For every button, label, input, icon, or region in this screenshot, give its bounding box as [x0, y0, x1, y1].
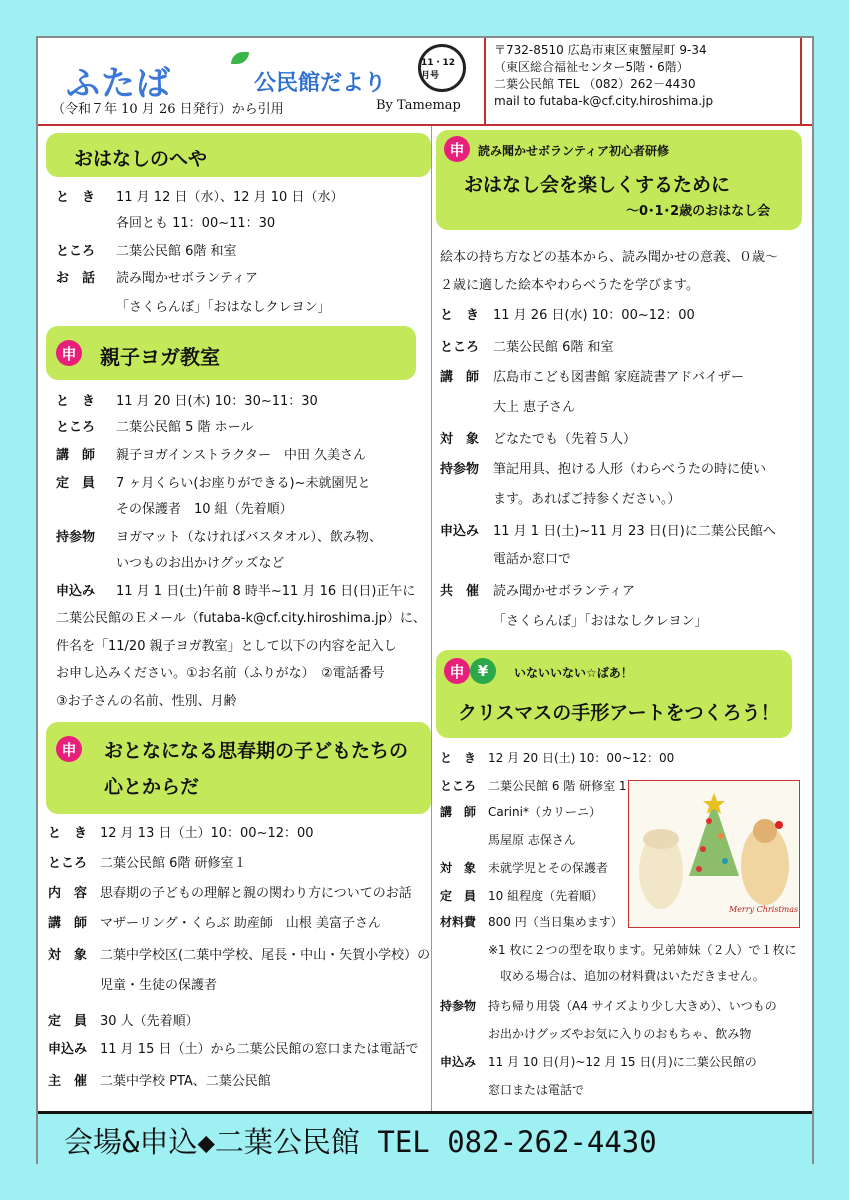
- value-place: 二葉公民館 6階 和室: [116, 244, 237, 259]
- label-instructor: 講 師: [440, 805, 477, 819]
- label-toki: と き: [440, 308, 480, 323]
- value-place: 二葉公民館 6 階 研修室 1: [488, 779, 627, 793]
- section-kicker: 読み聞かせボランティア初心者研修: [478, 144, 670, 158]
- apply-note-3: お申し込みください。①お名前（ふりがな） ②電話番号: [56, 666, 385, 681]
- section-title: 親子ヨガ教室: [100, 345, 220, 369]
- newsletter-logo: [66, 56, 386, 102]
- label-apply: 申込み: [48, 1042, 88, 1057]
- value-place: 二葉公民館 5 階 ホール: [116, 420, 254, 435]
- label-place: ところ: [48, 856, 88, 871]
- label-apply: 申込み: [440, 524, 480, 539]
- value-bring-2: お出かけグッズやお気に入りのおもちゃ、飲み物: [488, 1027, 752, 1041]
- value-bring: ヨガマット（なければバスタオル）、飲み物、: [116, 530, 382, 545]
- label-instructor: 講 師: [48, 916, 88, 931]
- value-apply: 11 月 1 日(土)~11 月 23 日(日)に二葉公民館へ: [493, 524, 776, 539]
- value-material-fee: 800 円（当日集めます）: [488, 915, 623, 929]
- label-instructor: 講 師: [440, 370, 480, 385]
- building-info: （東区総合福祉センター5階・6階）: [494, 60, 689, 74]
- value-time: 各回とも 11：00~11：30: [116, 216, 276, 231]
- value-apply-2: 電話か窓口で: [493, 552, 572, 567]
- value-capacity-2: その保護者 10 組（先着順）: [116, 502, 293, 517]
- label-capacity: 定 員: [48, 1014, 88, 1029]
- label-material-fee: 材料費: [440, 915, 477, 929]
- issue-date: （令和７年 10 月 26 日発行）から引用: [52, 102, 284, 117]
- label-apply: 申込み: [56, 584, 96, 599]
- logo-futaba: ふたば: [66, 64, 171, 104]
- label-target: 対 象: [440, 432, 480, 447]
- value-apply: 11 月 10 日(月)~12 月 15 日(月)に二葉公民館の: [488, 1055, 757, 1069]
- fee-note-1: ※1 枚に２つの型を取ります。兄弟姉妹（２人）で１枚に: [488, 943, 797, 957]
- label-toki: と き: [56, 394, 96, 409]
- label-capacity: 定 員: [440, 889, 477, 903]
- value-host: 二葉中学校 PTA、二葉公民館: [100, 1074, 271, 1089]
- value-cohost: 読み聞かせボランティア: [493, 584, 635, 599]
- label-capacity: 定 員: [56, 476, 96, 491]
- value-bring-2: ます。あればご持参ください。）: [493, 492, 681, 507]
- label-place: ところ: [440, 340, 480, 355]
- label-bring: 持参物: [56, 530, 96, 545]
- value-toki: 12 月 13 日（土）10：00~12：00: [100, 826, 314, 841]
- section-title: おはなしのへや: [74, 148, 208, 170]
- value-toki: 11 月 20 日(木) 10：30~11：30: [116, 394, 318, 409]
- intro-line-2: ２歳に適した絵本やわらべうたを学びます。: [440, 278, 699, 293]
- value-target: 二葉中学校区(二葉中学校、尾長・中山・矢賀小学校）の: [100, 948, 431, 963]
- value-target: 未就学児とその保護者: [488, 861, 609, 875]
- label-place: ところ: [56, 420, 96, 435]
- section-title: おはなし会を楽しくするために: [464, 174, 731, 196]
- value-bring: 筆記用具、抱ける人形（わらべうたの時に使い: [493, 462, 767, 477]
- value-target-2: 児童・生徒の保護者: [100, 978, 218, 993]
- banner-christmas: [436, 650, 792, 738]
- footer-contact: 会場&申込◆二葉公民館 TEL 082-262-4430: [64, 1125, 657, 1159]
- value-apply: 11 月 15 日（土）から二葉公民館の窓口または電話で: [100, 1042, 419, 1057]
- value-cohost-groups: 「さくらんぼ」「おはなしクレヨン」: [493, 614, 708, 629]
- value-instructor-name: 馬屋原 志保さん: [488, 833, 576, 847]
- value-place: 二葉公民館 6階 和室: [493, 340, 614, 355]
- apply-required-icon: 申: [56, 736, 82, 762]
- value-capacity: 10 組程度（先着順）: [488, 889, 604, 903]
- contact-box: [484, 38, 802, 124]
- value-place: 二葉公民館 6階 研修室１: [100, 856, 247, 871]
- value-toki: 12 月 20 日(土) 10：00~12：00: [488, 751, 675, 765]
- apply-note-2: 件名を「11/20 親子ヨガ教室」として以下の内容を記入し: [56, 639, 397, 654]
- section-title: クリスマスの手形アートをつくろう！: [458, 702, 780, 724]
- value-talk: 読み聞かせボランティア: [116, 271, 258, 286]
- value-instructor: 広島市こども図書館 家庭読書アドバイザー: [493, 370, 744, 385]
- value-content: 思春期の子どもの理解と親の関わり方についてのお話: [100, 886, 412, 901]
- value-apply: 11 月 1 日(土)午前 8 時半~11 月 16 日(日)正午に: [116, 584, 416, 599]
- source-credit: By Tamemap: [376, 98, 461, 113]
- label-bring: 持参物: [440, 462, 480, 477]
- section-title-line2: 心とからだ: [104, 776, 200, 798]
- column-divider: [431, 126, 432, 1111]
- label-cohost: 共 催: [440, 584, 480, 599]
- value-groups: 「さくらんぼ」「おはなしクレヨン」: [116, 300, 331, 315]
- fee-note-2: 収める場合は、追加の材料費はいただきません。: [500, 969, 765, 983]
- apply-required-icon: 申: [444, 136, 470, 162]
- value-toki: 11 月 12 日（水）、12 月 10 日（水）: [116, 190, 344, 205]
- value-capacity: 7 ヶ月くらい(お座りができる)~未就園児と: [116, 476, 371, 491]
- fee-required-icon: ¥: [470, 658, 496, 684]
- value-instructor: マザーリング・くらぶ 助産師 山根 美富子さん: [100, 916, 382, 931]
- section-title-line1: おとなになる思春期の子どもたちの: [104, 740, 409, 762]
- footer-banner: [38, 1111, 812, 1164]
- value-apply-2: 窓口または電話で: [488, 1083, 585, 1097]
- contact-email: mail to futaba-k@cf.city.hiroshima.jp: [494, 94, 714, 108]
- value-target: どなたでも（先着５人）: [493, 432, 637, 447]
- label-talk: お 話: [56, 271, 96, 286]
- label-target: 対 象: [48, 948, 88, 963]
- label-toki: と き: [56, 190, 96, 205]
- label-host: 主 催: [48, 1074, 88, 1089]
- label-apply: 申込み: [440, 1055, 477, 1069]
- postal-address: 〒732-8510 広島市東区東蟹屋町 9-34: [494, 43, 707, 57]
- label-toki: と き: [440, 751, 477, 765]
- section-subtitle: ～0･1･2歳のおはなし会: [626, 204, 771, 219]
- label-place: ところ: [440, 779, 477, 793]
- header-divider: [38, 124, 812, 126]
- label-place: ところ: [56, 244, 96, 259]
- value-toki: 11 月 26 日(水) 10：00~12：00: [493, 308, 695, 323]
- christmas-handprint-image: [628, 780, 800, 928]
- value-instructor: Carini*（カリーニ）: [488, 805, 601, 819]
- value-bring: 持ち帰り用袋（A4 サイズより少し大きめ）、いつもの: [488, 999, 777, 1013]
- banner-yoga: [46, 326, 416, 380]
- section-kicker: いないいない☆ばあ！: [514, 666, 633, 680]
- merry-christmas-caption: Merry Christmas: [729, 905, 799, 914]
- newsletter-page: [36, 36, 814, 1164]
- value-instructor-name: 大上 恵子さん: [493, 400, 576, 415]
- label-instructor: 講 師: [56, 448, 96, 463]
- banner-storytelling: [436, 130, 802, 230]
- center-name-tel: 二葉公民館 TEL （082）262－4430: [494, 77, 696, 91]
- intro-line-1: 絵本の持ち方などの基本から、読み聞かせの意義、０歳～: [440, 250, 779, 265]
- apply-note-4: ③お子さんの名前、性別、月齢: [56, 694, 237, 709]
- leaf-icon: [231, 52, 249, 64]
- value-capacity: 30 人（先着順）: [100, 1014, 199, 1029]
- value-bring-2: いつものお出かけグッズなど: [116, 556, 285, 571]
- apply-required-icon: 申: [56, 340, 82, 366]
- issue-badge: 11・12月号: [418, 44, 466, 92]
- label-bring: 持参物: [440, 999, 477, 1013]
- apply-required-icon: 申: [444, 658, 470, 684]
- label-toki: と き: [48, 826, 88, 841]
- label-target: 対 象: [440, 861, 477, 875]
- banner-adolescence: [46, 722, 431, 814]
- logo-subtitle: 公民館だより: [254, 71, 387, 96]
- label-content: 内 容: [48, 886, 88, 901]
- value-instructor: 親子ヨガインストラクター 中田 久美さん: [116, 448, 367, 463]
- banner-ohanashi: [46, 133, 431, 177]
- apply-note-1: 二葉公民館のＥメール（futaba-k@cf.city.hiroshima.jp）に、: [56, 611, 426, 626]
